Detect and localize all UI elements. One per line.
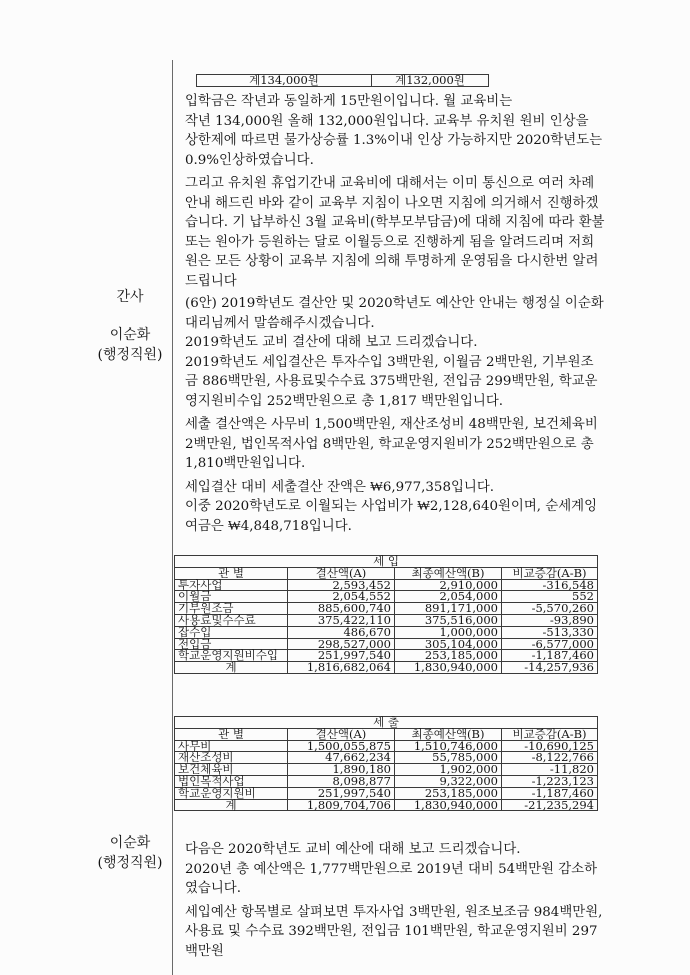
table-cell: 1,902,000 xyxy=(395,764,502,776)
transcript-part-1 xyxy=(185,92,605,291)
paragraph: 세입예산 항목별로 살펴보면 투자사업 3백만원, 원조보조금 984백만원, 사용료 및 수수료 392백만원, 전입금 101백만원, 학교운영지원비 297백만원 xyxy=(185,904,603,959)
table-cell: -21,235,294 xyxy=(502,799,598,811)
column-header: 최종예산액(B) xyxy=(395,567,502,579)
table-cell: 1,000,000 xyxy=(395,626,502,638)
row-label: 전입금 xyxy=(175,638,288,650)
table-cell: -1,187,460 xyxy=(502,787,598,799)
table-cell: 1,830,940,000 xyxy=(395,799,502,811)
paragraph: 그리고 유치원 휴업기간내 교육비에 대해서는 이미 통신으로 여러 차례 안내 해드린 바와 같이 교육부 지침이 나오면 지침에 의거해서 진행하겠습니다. 기 납부하신 3월 교육비(학부모부담금)에 대해 지침에 따라 환불 또는 원아가 등원하는 달로 이월등으로 진행하게 됨을 알려드리며 저희원은 모든 상황이 교육부 지침에 의해 투명하게 운영됨을 다시한번 알려드립니다 xyxy=(185,176,605,289)
table-cell: 1,809,704,706 xyxy=(288,799,395,811)
column-header: 관 별 xyxy=(175,567,288,579)
table-cell: 1,510,746,000 xyxy=(395,740,502,752)
table-cell: 486,670 xyxy=(288,626,395,638)
table-cell: 2,054,000 xyxy=(395,591,502,603)
row-label: 학교운영지원비수입 xyxy=(175,650,288,662)
table-cell: 251,997,540 xyxy=(288,650,395,662)
paragraph: 세입결산 대비 세출결산 잔액은 ₩6,977,358입니다. xyxy=(185,479,495,495)
table-cell: 47,662,234 xyxy=(288,752,395,764)
row-label: 학교운영지원비 xyxy=(175,787,288,799)
table-title: 세 입 xyxy=(175,556,598,568)
row-label: 이월금 xyxy=(175,591,288,603)
speaker-label: 간사 xyxy=(116,289,144,305)
table-cell: -316,548 xyxy=(502,579,598,591)
table-title: 세 출 xyxy=(175,717,598,729)
speaker-name: 이순화 xyxy=(109,835,151,851)
row-label: 재산조성비 xyxy=(175,752,288,764)
table-cell: 2,593,452 xyxy=(288,579,395,591)
table-cell: 55,785,000 xyxy=(395,752,502,764)
expense-table xyxy=(174,716,598,811)
row-label: 투자사업 xyxy=(175,579,288,591)
income-table xyxy=(174,555,598,674)
table-cell: 1,890,180 xyxy=(288,764,395,776)
speaker-role: (행정직원) xyxy=(97,347,163,363)
table-cell: 298,527,000 xyxy=(288,638,395,650)
row-label: 사무비 xyxy=(175,740,288,752)
table-cell: 9,322,000 xyxy=(395,775,502,787)
row-label: 보건체육비 xyxy=(175,764,288,776)
table-cell: 1,816,682,064 xyxy=(288,662,395,674)
table-cell: 885,600,740 xyxy=(288,603,395,615)
paragraph: (6안) 2019학년도 결산안 및 2020학년도 예산안 안내는 행정실 이순화 대리님께서 말씀해주시겠습니다. xyxy=(185,296,604,331)
column-header: 비교증감(A-B) xyxy=(502,728,598,740)
table-cell: 375,516,000 xyxy=(395,614,502,626)
table-cell: 305,104,000 xyxy=(395,638,502,650)
table-cell: 계134,000원 xyxy=(197,75,372,87)
paragraph: 2020년 총 예산액은 1,777백만원으로 2019년 대비 54백만원 감소하였습니다. xyxy=(185,861,598,896)
table-cell: -14,257,936 xyxy=(502,662,598,674)
table-cell: 253,185,000 xyxy=(395,650,502,662)
table-row xyxy=(175,799,598,811)
transcript-part-3 xyxy=(185,840,605,961)
table-cell: 2,054,552 xyxy=(288,591,395,603)
paragraph: 다음은 2020학년도 교비 예산에 대해 보고 드리겠습니다. xyxy=(185,842,521,857)
table-cell: -1,223,123 xyxy=(502,775,598,787)
table-cell: 8,098,877 xyxy=(288,775,395,787)
tuition-summary-row xyxy=(196,74,489,87)
paragraph: 2019학년도 세입결산은 투자수입 3백만원, 이월금 2백만원, 기부원조금 886백만원, 사용료및수수료 375백만원, 전입금 299백만원, 학교운영지원비수입 252백만원으로 총 1,817 백만원입니다. xyxy=(185,354,598,409)
paragraph: 입학금은 작년과 동일하게 15만원이입니다. 월 교육비는 xyxy=(185,94,513,109)
column-header: 결산액(A) xyxy=(288,567,395,579)
table-cell: 552 xyxy=(502,591,598,603)
row-label: 기부원조금 xyxy=(175,603,288,615)
table-cell: 375,422,110 xyxy=(288,614,395,626)
column-header: 비교증감(A-B) xyxy=(502,567,598,579)
table-cell: 891,171,000 xyxy=(395,603,502,615)
table-cell: 1,500,055,875 xyxy=(288,740,395,752)
table-cell: -1,187,460 xyxy=(502,650,598,662)
table-cell: 251,997,540 xyxy=(288,787,395,799)
table-row xyxy=(175,662,598,674)
paragraph: 작년 134,000원 올해 132,000원입니다. 교육부 유치원 원비 인상을 상한제에 따르면 물가상승률 1.3%이내 인상 가능하지만 2020학년도는 0.9%인상하였습니다. xyxy=(185,113,603,168)
transcript-part-2 xyxy=(185,294,605,536)
column-header: 관 별 xyxy=(175,728,288,740)
speaker-name: 이순화 xyxy=(109,327,151,343)
table-cell: -10,690,125 xyxy=(502,740,598,752)
row-label: 잡수입 xyxy=(175,626,288,638)
paragraph: 2019학년도 교비 결산에 대해 보고 드리겠습니다. xyxy=(185,335,478,350)
table-cell: -11,820 xyxy=(502,764,598,776)
table-cell: -513,330 xyxy=(502,626,598,638)
row-label: 법인목적사업 xyxy=(175,775,288,787)
table-cell: 253,185,000 xyxy=(395,787,502,799)
speaker-role: (행정직원) xyxy=(97,855,163,871)
table-cell: 1,830,940,000 xyxy=(395,662,502,674)
paragraph: 세출 결산액은 사무비 1,500백만원, 재산조성비 48백만원, 보건체육비 2백만원, 법인목적사업 8백만원, 학교운영지원비가 252백만원으로 총 1,810백만원입니다. xyxy=(185,417,598,471)
row-label: 사용료및수수료 xyxy=(175,614,288,626)
row-label: 계 xyxy=(175,799,288,811)
table-cell: 계132,000원 xyxy=(372,75,489,87)
column-header: 결산액(A) xyxy=(288,728,395,740)
table-cell: -8,122,766 xyxy=(502,752,598,764)
table-cell: -6,577,000 xyxy=(502,638,598,650)
paragraph: 이중 2020학년도로 이월되는 사업비가 ₩2,128,640원이며, 순세계잉여금은 ₩4,848,718입니다. xyxy=(185,499,598,534)
table-cell: -93,890 xyxy=(502,614,598,626)
table-cell: 2,910,000 xyxy=(395,579,502,591)
column-header: 최종예산액(B) xyxy=(395,728,502,740)
table-cell: -5,570,260 xyxy=(502,603,598,615)
row-label: 계 xyxy=(175,662,288,674)
